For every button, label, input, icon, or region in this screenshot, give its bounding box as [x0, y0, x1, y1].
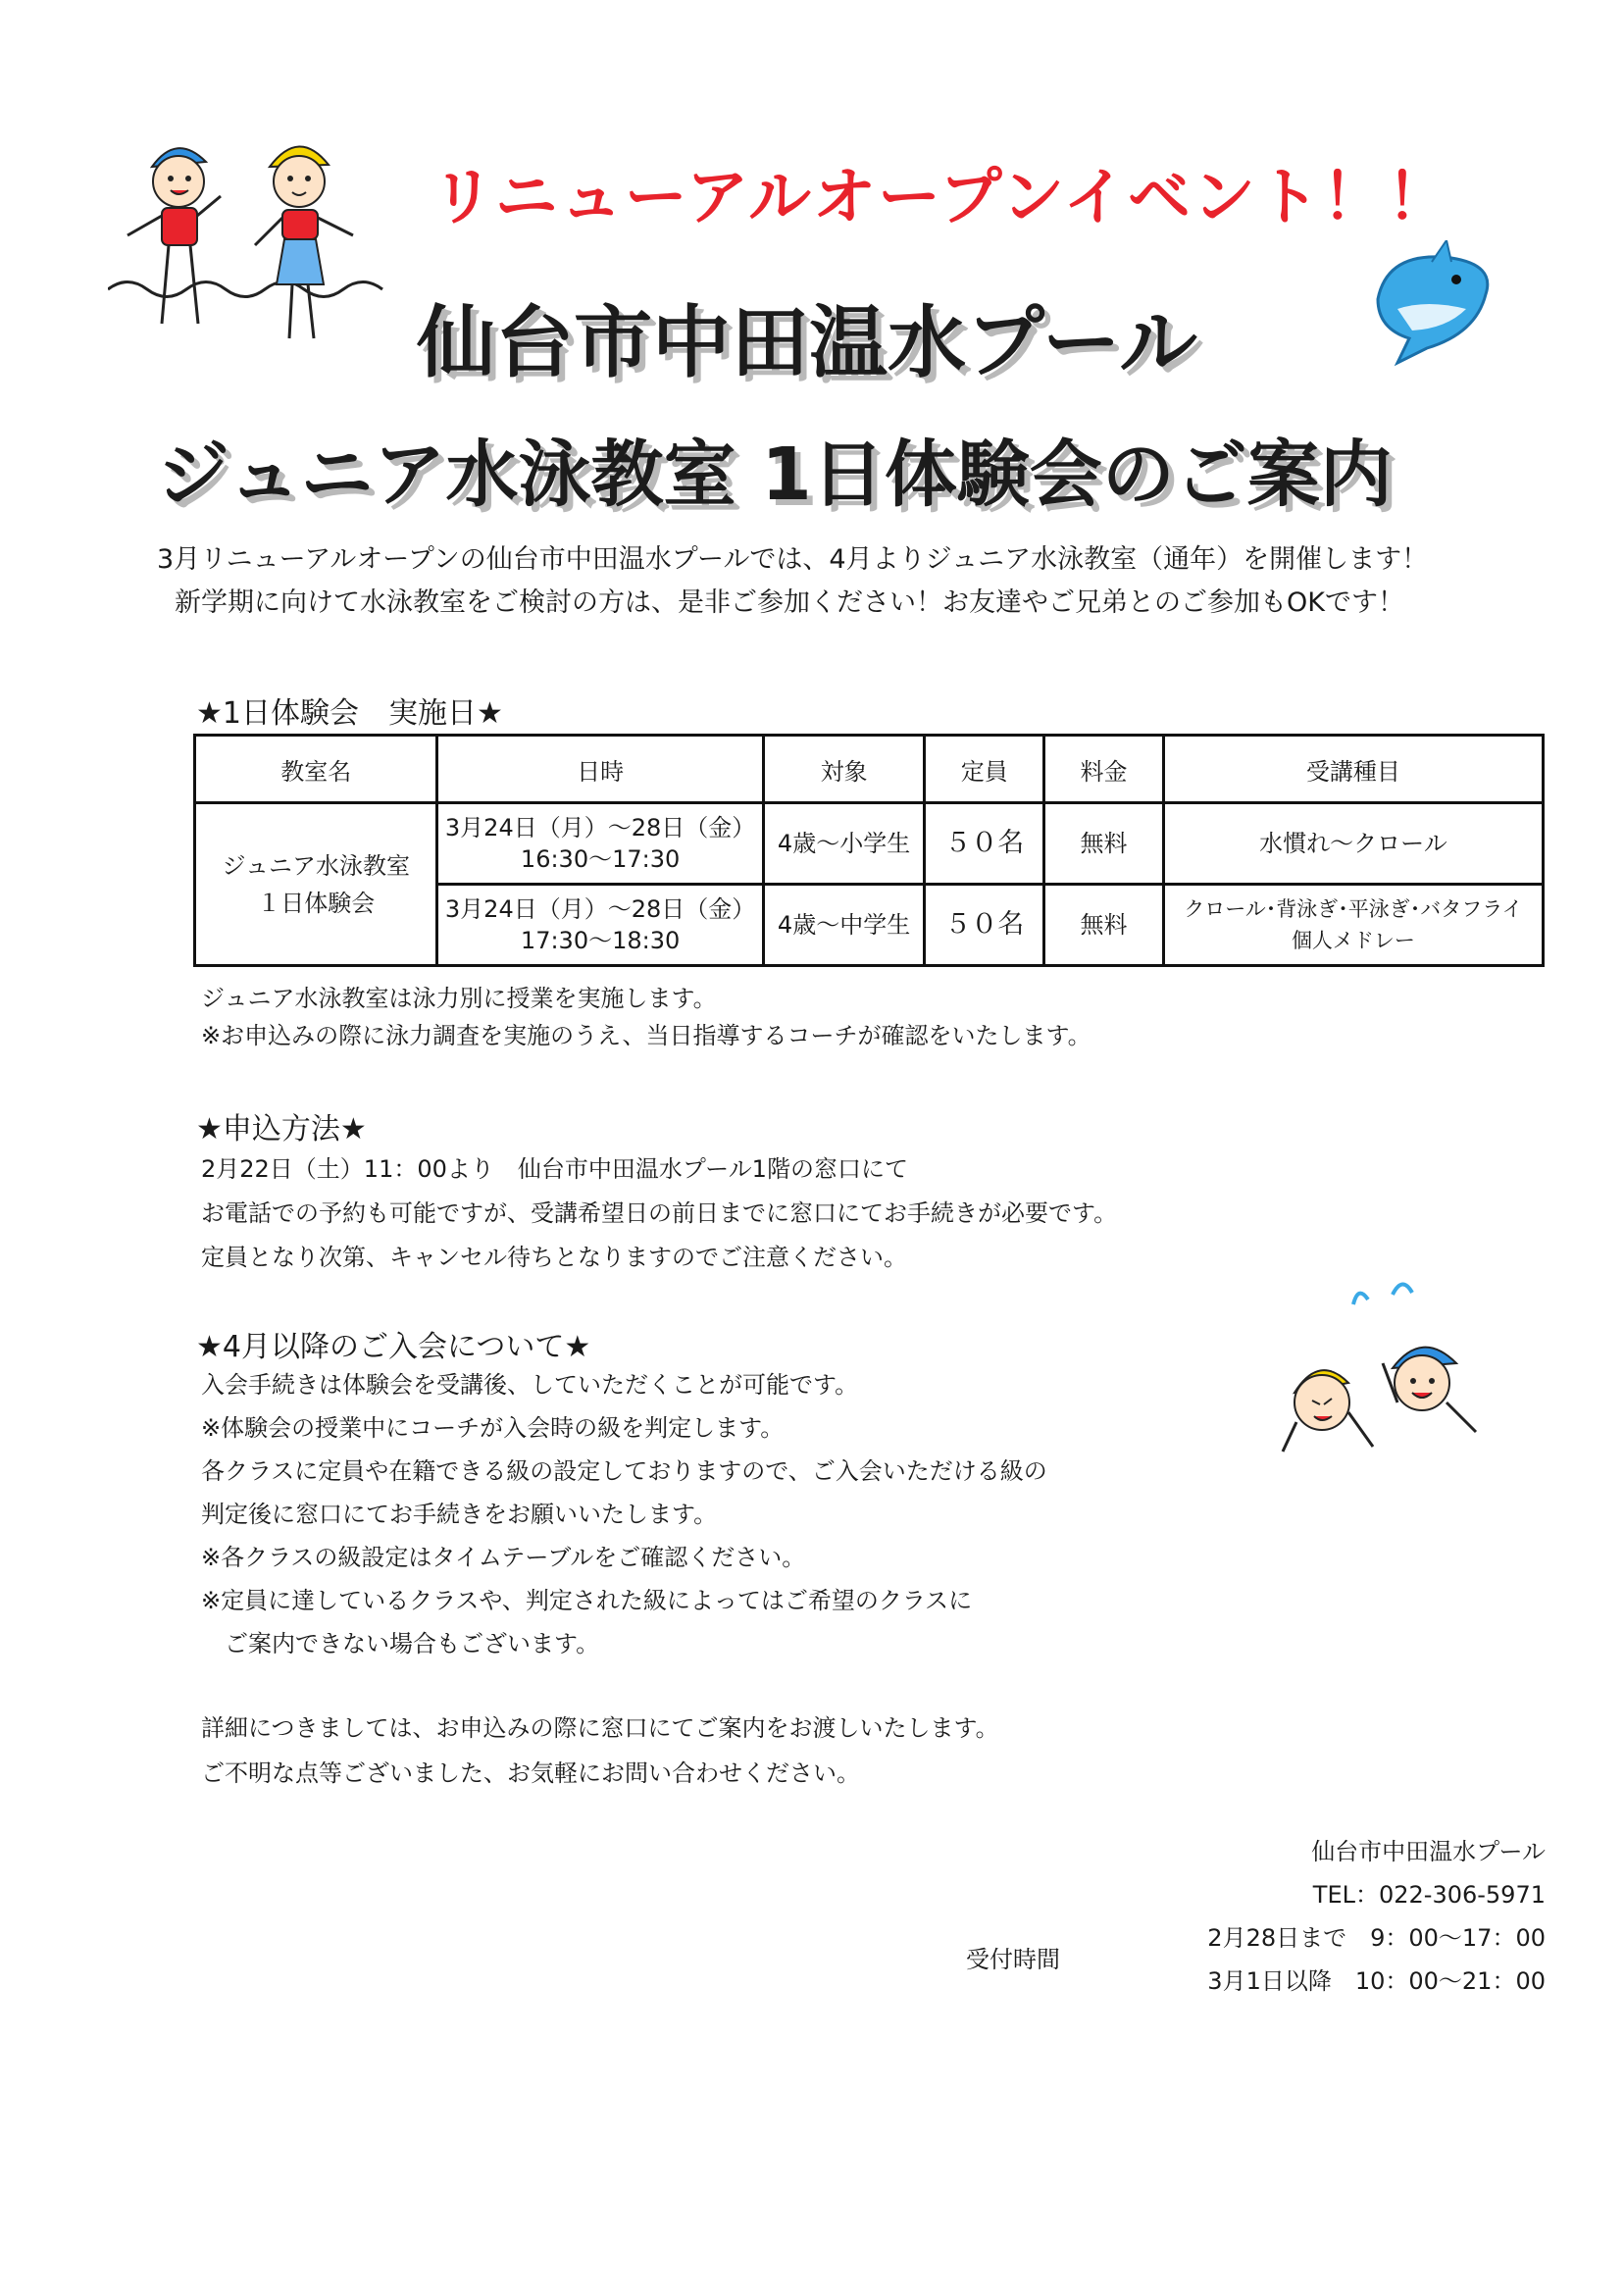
- target-cell: 4歳～小学生: [763, 803, 925, 885]
- reception-hours-from-mar1: 3月1日以降 10：00～21：00: [1207, 1967, 1546, 1995]
- join-line: 入会手続きは体験会を受講後、していただくことが可能です。: [201, 1371, 859, 1399]
- column-header: 定員: [925, 736, 1044, 803]
- join-line: ※定員に達しているクラスや、判定された級によってはご希望のクラスに: [201, 1587, 973, 1614]
- target-cell: 4歳～中学生: [763, 885, 925, 966]
- schedule-table: [193, 734, 1545, 967]
- two-children-swimmers-illustration: [108, 127, 402, 373]
- schedule-note: ※お申込みの際に泳力調査を実施のうえ、当日指導するコーチが確認をいたします。: [201, 1022, 1091, 1049]
- details-line: 詳細につきましては、お申込みの際に窓口にてご案内をお渡しいたします。: [201, 1714, 999, 1742]
- time-text: 17:30～18:30: [520, 927, 681, 954]
- date-text: 3月24日（月）～28日（金）: [444, 895, 756, 923]
- column-header: 対象: [763, 736, 925, 803]
- fee-cell: 無料: [1044, 803, 1164, 885]
- intro-line-2: 新学期に向けて水泳教室をご検討の方は、是非ご参加ください！お友達やご兄弟とのご参加もOKです！: [175, 587, 1404, 618]
- table-row: [195, 803, 1544, 885]
- apply-line: お電話での予約も可能ですが、受講希望日の前日までに窓口にてお手続きが必要です。: [201, 1199, 1118, 1227]
- dolphin-illustration: [1358, 240, 1500, 368]
- column-header: 日時: [437, 736, 763, 803]
- reception-hours-until-feb28: 2月28日まで 9：00～17：00: [1207, 1924, 1546, 1952]
- course-text: 個人メドレー: [1291, 929, 1415, 952]
- schedule-note: ジュニア水泳教室は泳力別に授業を実施します。: [201, 985, 717, 1012]
- facility-title: 仙台市中田温水プール: [417, 297, 1197, 388]
- column-header: 料金: [1044, 736, 1164, 803]
- apply-line: 2月22日（土）11：00より 仙台市中田温水プール1階の窓口にて: [201, 1155, 908, 1183]
- apply-heading: ★申込方法★: [196, 1112, 367, 1147]
- contact-phone: TEL：022-306-5971: [1312, 1881, 1546, 1909]
- course-text: クロール･背泳ぎ･平泳ぎ･バタフライ: [1184, 897, 1523, 921]
- join-line: 判定後に窓口にてお手続きをお願いいたします。: [201, 1501, 718, 1528]
- contact-facility-name: 仙台市中田温水プール: [1311, 1838, 1546, 1865]
- course-cell: [1163, 803, 1543, 885]
- reception-hours-label: 受付時間: [966, 1946, 1060, 1973]
- details-line: ご不明な点等ございました、お気軽にお問い合わせください。: [201, 1759, 860, 1787]
- time-text: 16:30～17:30: [520, 845, 681, 873]
- capacity-cell: ５０名: [925, 885, 1044, 966]
- class-name-line: ジュニア水泳教室: [222, 851, 410, 880]
- fee-cell: 無料: [1044, 885, 1164, 966]
- renewal-event-banner: リニューアルオープンイベント！！: [431, 162, 1451, 234]
- class-name-line: １日体験会: [257, 889, 376, 917]
- capacity-cell: ５０名: [925, 803, 1044, 885]
- column-header: 受講種目: [1163, 736, 1543, 803]
- intro-line-1: 3月リニューアルオープンの仙台市中田温水プールでは、4月よりジュニア水泳教室（通年）を開催します！: [157, 544, 1429, 575]
- course-cell: [1163, 885, 1543, 966]
- two-children-swimming-illustration: [1275, 1275, 1491, 1471]
- datetime-cell: [437, 803, 763, 885]
- join-line: ※各クラスの級設定はタイムテーブルをご確認ください。: [201, 1544, 806, 1571]
- column-header: 教室名: [195, 736, 437, 803]
- join-line: ※体験会の授業中にコーチが入会時の級を判定します。: [201, 1414, 785, 1442]
- schedule-heading: ★1日体験会 実施日★: [196, 696, 503, 731]
- date-text: 3月24日（月）～28日（金）: [444, 814, 756, 841]
- class-name-cell: [195, 803, 437, 966]
- join-heading: ★4月以降のご入会について★: [196, 1330, 591, 1364]
- apply-line: 定員となり次第、キャンセル待ちとなりますのでご注意ください。: [201, 1244, 907, 1271]
- join-line: ご案内できない場合もございます。: [201, 1630, 600, 1657]
- datetime-cell: [437, 885, 763, 966]
- course-text: 水慣れ～クロール: [1259, 830, 1447, 857]
- page-title: ジュニア水泳教室 1日体験会のご案内: [157, 433, 1393, 517]
- join-line: 各クラスに定員や在籍できる級の設定しておりますので、ご入会いただける級の: [201, 1457, 1047, 1485]
- table-header-row: [195, 736, 1544, 803]
